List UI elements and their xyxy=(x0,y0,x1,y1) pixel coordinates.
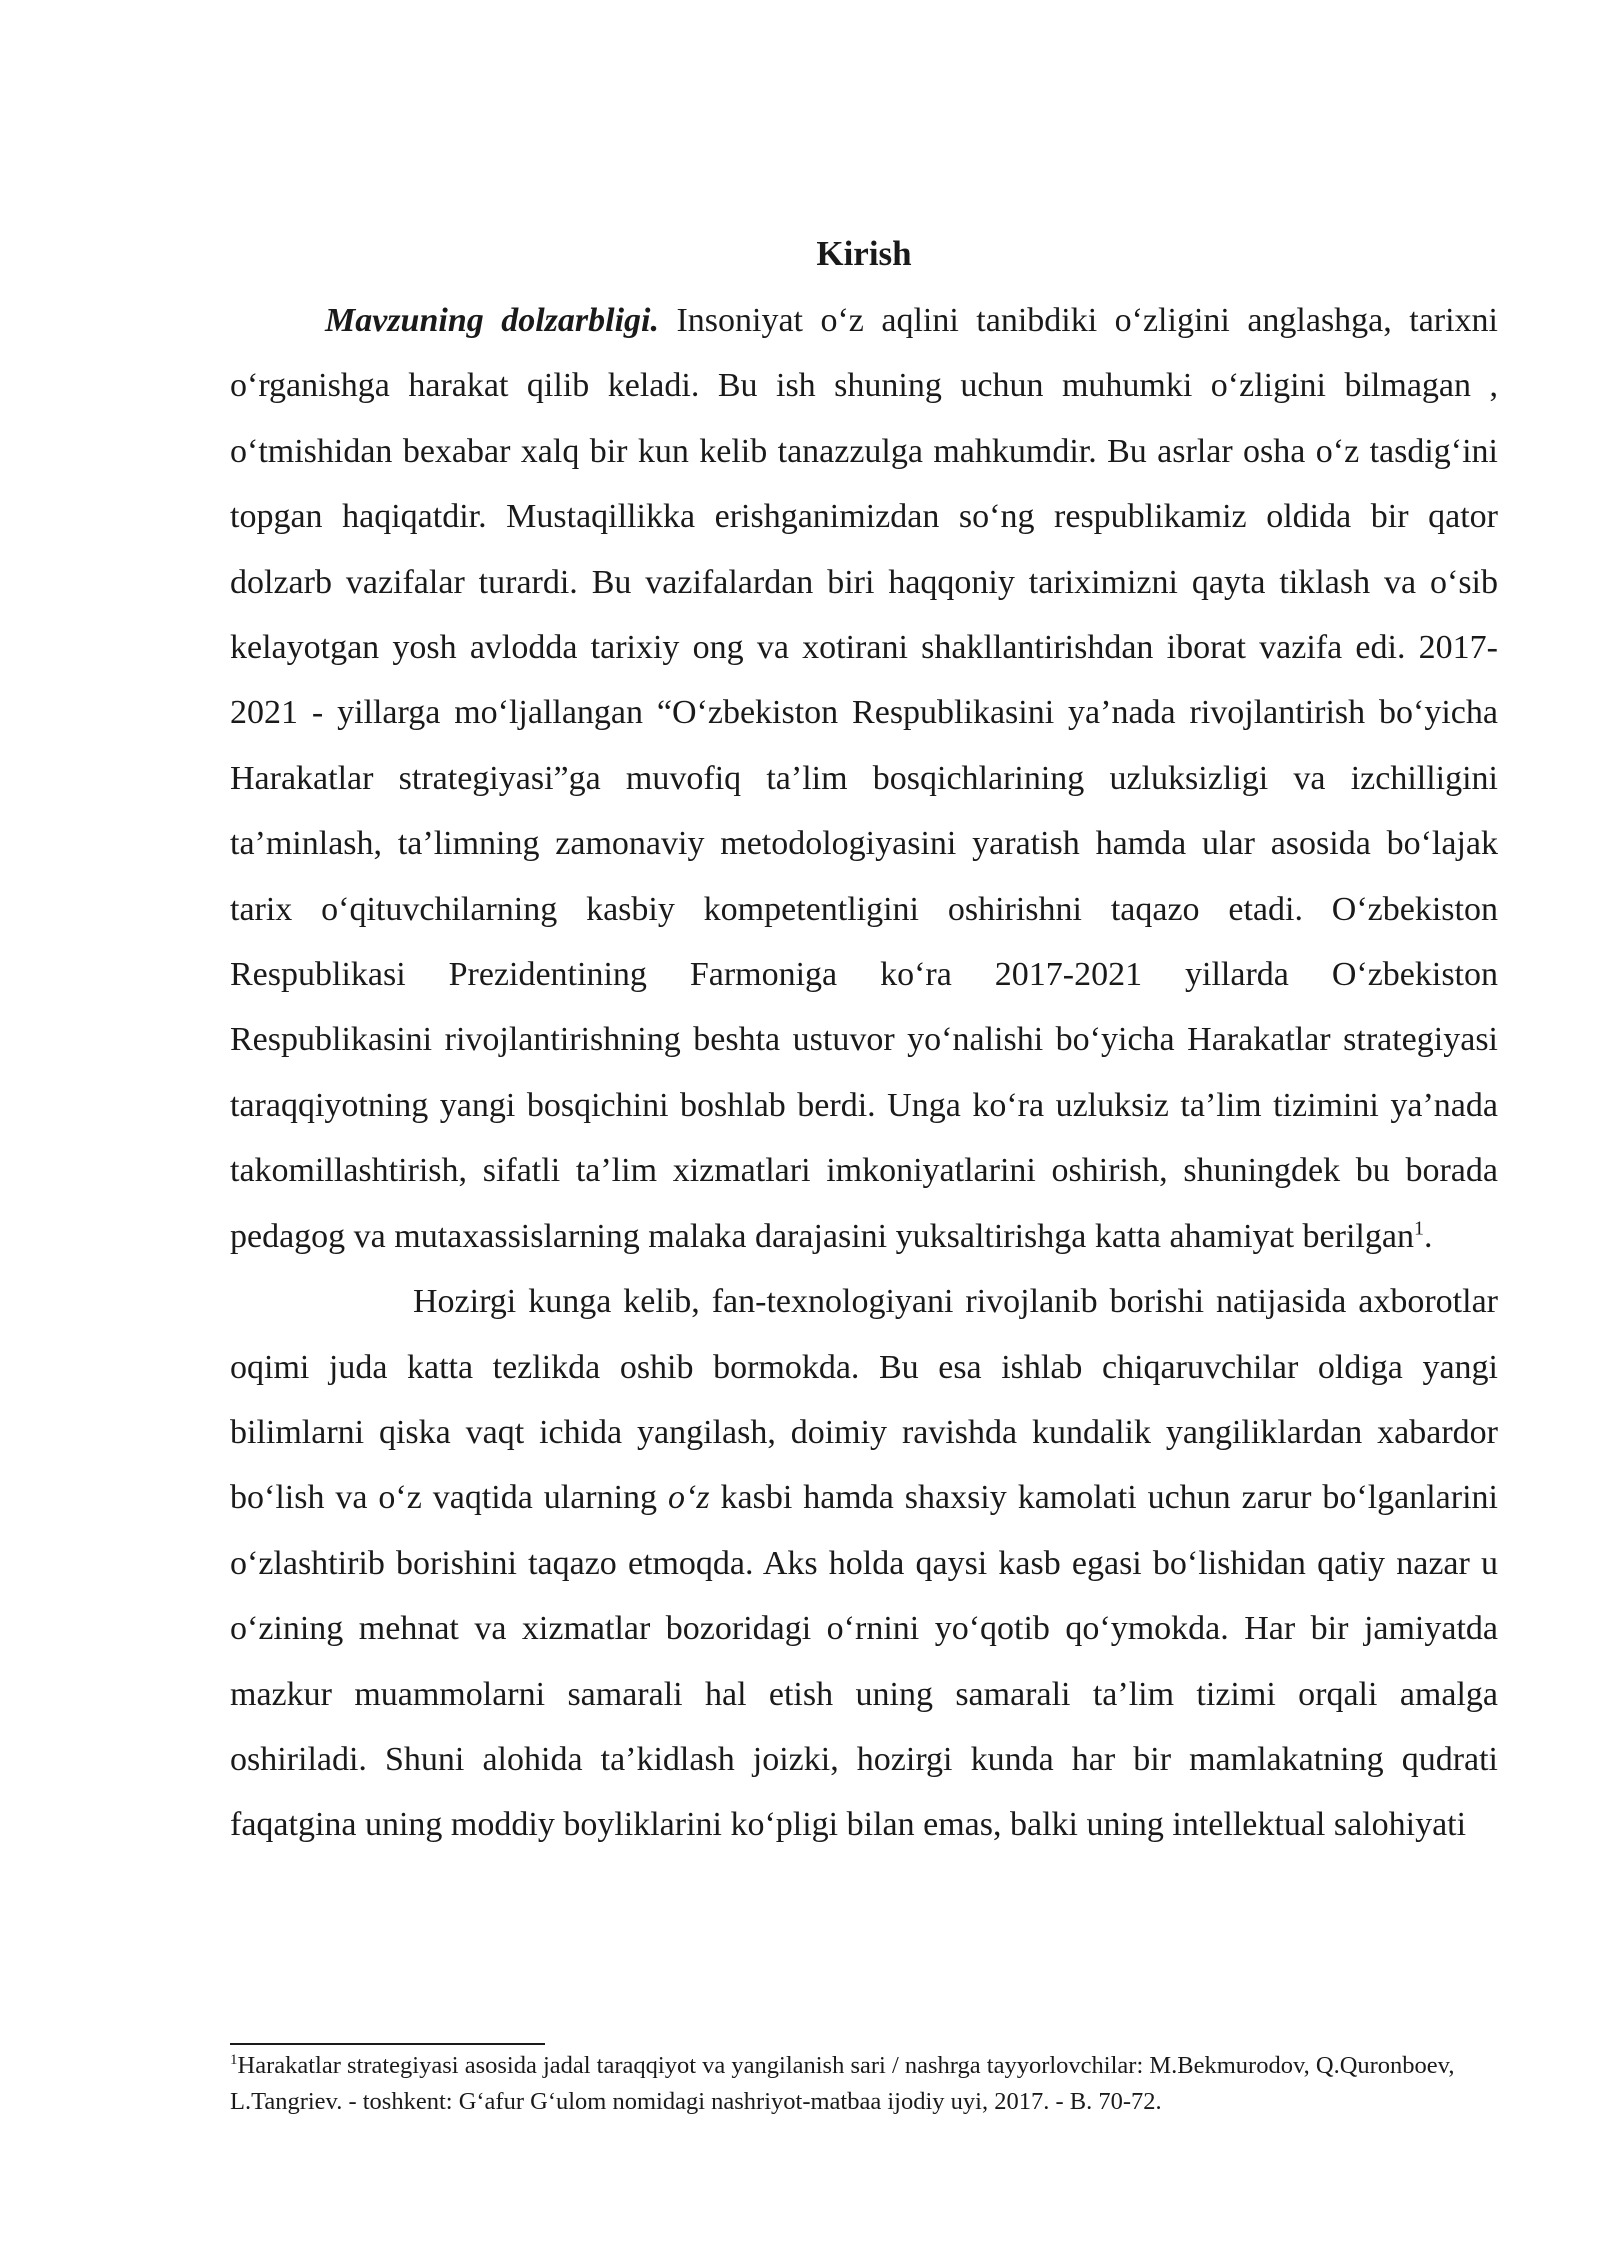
paragraph-lead: Mavzuning dolzarbligi. xyxy=(325,302,659,339)
footnote-number: 1 xyxy=(230,2051,238,2068)
paragraph-text: Insoniyat o‘z aqlini tanibdiki o‘zligini anglashga, tarixni o‘rganishga harakat qilib keladi. Bu ish shuning uchun muhumki o‘zligini bilmagan , o‘tmishidan bexabar xalq bir kun kelib tanazzulga mahkumdir. Bu asrlar osha o‘z tasdig‘ini topgan haqiqatdir. Mustaqillikka erishganimizdan so‘ng respublikamiz oldida bir qator dolzarb vazifalar turardi. Bu vazifalardan biri haqqoniy tariximizni qayta tiklash va o‘sib kelayotgan yosh avlodda tarixiy ong va xotirani shakllantirishdan iborat vazifa edi. 2017-2021 - yillarga mo‘ljallangan “O‘zbekiston Respublikasini ya’nada rivojlantirish bo‘yicha Harakatlar strategiyasi”ga muvofiq ta’lim bosqichlarining uzluksizligi va izchilligini ta’minlash, ta’limning zamonaviy metodologiyasini yaratish hamda ular asosida bo‘lajak tarix o‘qituvchilarning kasbiy kompetentligini oshirishni taqazo etadi. O‘zbekiston Respublikasi Prezidentining Farmoniga ko‘ra 2017-2021 yillarda O‘zbekiston Respublikasini rivojlantirishning beshta ustuvor yo‘nalishi bo‘yicha Harakatlar strategiyasi taraqqiyotning yangi bosqichini boshlab berdi. Unga ko‘ra uzluksiz ta’lim tizimini ya’nada takomillashtirish, sifatli ta’lim xizmatlari imkoniyatlarini oshirish, shuningdek bu borada pedagog va mutaxassislarning malaka darajasini yuksaltirishga katta ahamiyat berilgan xyxy=(230,302,1499,1255)
paragraph-text: Hozirgi kunga kelib, fan-texnologiyani rivojlanib borishi natijasida axborotlar oqimi juda katta tezlikda oshib bormokda. Bu esa ishlab chiqaruvchilar oldiga yangi bilimlarni qiska vaqt ichida yangilash, doimiy ravishda kundalik yangiliklardan xabardor bo‘lish va o‘z vaqtida ularning xyxy=(230,1283,1498,1517)
body-text xyxy=(230,288,1498,1858)
footnote xyxy=(230,2048,1498,2120)
footnote-text: Harakatlar strategiyasi asosida jadal taraqqiyot va yangilanish sari / nashrga tayyorlovchilar: M.Bekmurodov, Q.Quronboev, L.Tangriev. - toshkent: G‘afur G‘ulom nomidagi nashriyot-matbaa ijodiy uyi, 2017. - B. 70-72. xyxy=(230,2052,1455,2115)
footnote-reference[interactable]: 1 xyxy=(1413,1217,1424,1240)
paragraph-relevance xyxy=(230,288,1498,1269)
paragraph-text: kasbi hamda shaxsiy kamolati uchun zarur bo‘lganlarini o‘zlashtirib borishini taqazo etmoqda. Aks holda qaysi kasb egasi bo‘lishidan qatiy nazar u o‘zining mehnat va xizmatlar bozoridagi o‘rnini yo‘qotib qo‘ymokda. Har bir jamiyatda mazkur muammolarni samarali hal etish uning samarali ta’lim tizimi orqali amalga oshiriladi. Shuni alohida ta’kidlash joizki, hozirgi kunda har bir mamlakatning qudrati faqatgina uning moddiy boyliklarini ko‘pligi bilan emas, balki uning intellektual salohiyati xyxy=(230,1479,1498,1844)
page-title: Kirish xyxy=(816,234,912,273)
footnote-separator xyxy=(230,2043,545,2045)
paragraph-current-state xyxy=(230,1269,1498,1858)
paragraph-italic-word: o‘z xyxy=(668,1479,710,1517)
paragraph-end: . xyxy=(1423,1217,1433,1255)
